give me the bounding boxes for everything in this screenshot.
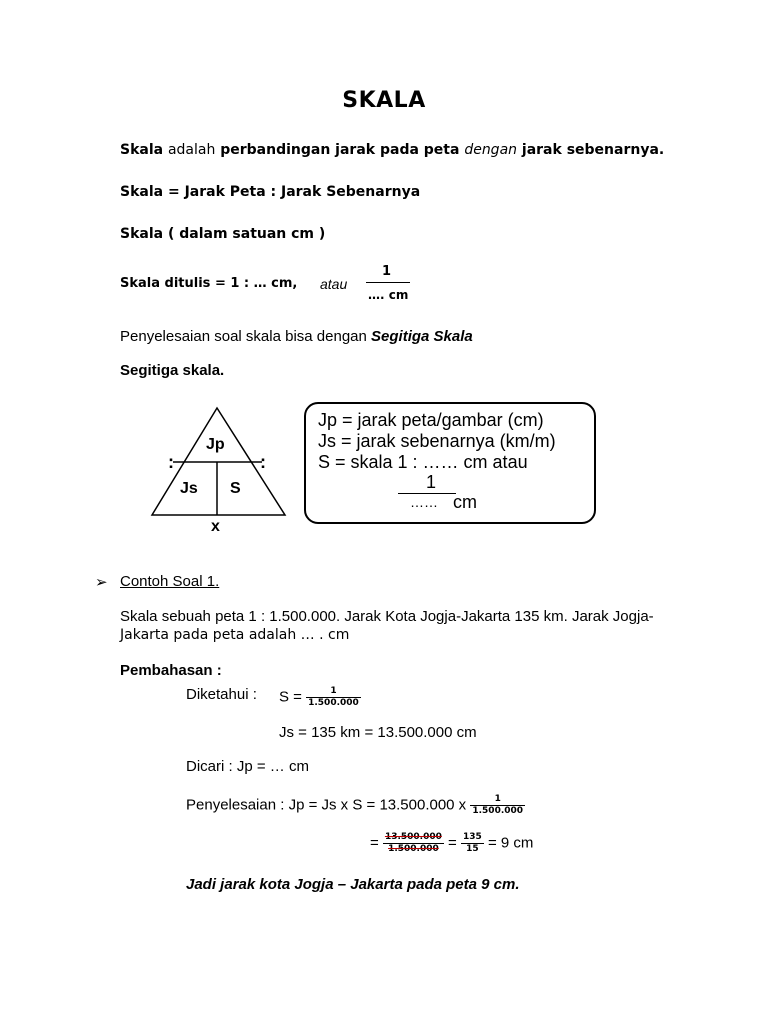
legend-fraction-den: …… [410, 494, 438, 510]
written-atau: atau [320, 276, 348, 292]
formula-line: Skala = Jarak Peta : Jarak Sebenarnya [120, 184, 421, 200]
calc-f1-num: 13.500.000 [384, 832, 442, 842]
legend-fraction-num: 1 [426, 472, 437, 492]
intro-line [120, 328, 473, 345]
calc-f2-den: 15 [466, 844, 479, 854]
solve-text: Penyelesaian : Jp = Js x S = 13.500.000 x [186, 796, 467, 814]
intro-text: Penyelesaian soal skala bisa dengan [120, 328, 372, 345]
definition-end: jarak sebenarnya. [517, 142, 665, 158]
solve-den: 1.500.000 [472, 806, 524, 816]
legend-s: S = skala 1 : …… cm atau [318, 452, 528, 472]
triangle-right-label: S [230, 480, 241, 497]
known-s-den: 1.500.000 [308, 698, 359, 708]
definition-verb: adalah [167, 142, 216, 158]
calc-f2-num: 135 [462, 832, 482, 842]
written-line [120, 276, 297, 291]
solve-num: 1 [470, 794, 525, 806]
calc-fraction-2 [461, 832, 484, 855]
calc-eq1: = [370, 834, 379, 852]
known-s-fraction [306, 686, 361, 709]
written-fraction-den: …. cm [368, 288, 409, 302]
solve-fraction [470, 794, 525, 817]
definition-term: Skala [120, 142, 168, 158]
solution-heading: Pembahasan : [120, 662, 222, 679]
known-js: Js = 135 km = 13.500.000 cm [279, 724, 477, 741]
calc-result: = 9 cm [487, 834, 534, 852]
legend-js: Js = jarak sebenarnya (km/m) [318, 431, 556, 451]
example-heading: Contoh Soal 1. [120, 573, 220, 590]
question-line-2: Jakarta pada peta adalah … . cm [120, 627, 350, 643]
written-prefix: Skala ditulis = 1 : … cm, [120, 276, 298, 291]
conclusion: Jadi jarak kota Jogja – Jakarta pada peta 9 cm. [186, 876, 520, 893]
known-s-num: 1 [306, 686, 361, 698]
calc-f1-den: 1.500.000 [388, 844, 439, 854]
question-line-1: Skala sebuah peta 1 : 1.500.000. Jarak Kota Jogja-Jakarta 135 km. Jarak Jogja- [120, 608, 654, 625]
definition-body: perbandingan jarak pada peta [215, 142, 465, 158]
known-label: Diketahui : [186, 686, 257, 703]
calc-line [370, 832, 533, 855]
triangle-left-label: Js [180, 480, 198, 497]
known-s-eq: S = [279, 688, 302, 706]
triangle-top-label: Jp [206, 436, 225, 453]
asked-line: Dicari : Jp = … cm [186, 758, 309, 775]
written-fraction-num: 1 [382, 264, 392, 279]
calc-fraction-1 [383, 832, 444, 855]
triangle-colon-right: : [260, 452, 266, 472]
legend-jp: Jp = jarak peta/gambar (cm) [318, 410, 544, 430]
section-heading: Segitiga skala. [120, 362, 225, 379]
unit-line: Skala ( dalam satuan cm ) [120, 226, 326, 242]
intro-emph: Segitiga Skala [371, 328, 473, 345]
page-title: SKALA [342, 88, 426, 113]
solve-line [186, 794, 525, 817]
legend-fraction-unit: cm [453, 492, 477, 512]
triangle-colon-left: : [168, 452, 174, 472]
known-s [279, 686, 361, 709]
calc-eq2: = [448, 834, 457, 852]
written-fraction-bar [366, 282, 410, 283]
definition-connector: dengan [464, 142, 518, 158]
definition-line [120, 142, 664, 158]
triangle-bottom-label: x [211, 518, 220, 535]
bullet-icon: ➢ [95, 574, 108, 591]
